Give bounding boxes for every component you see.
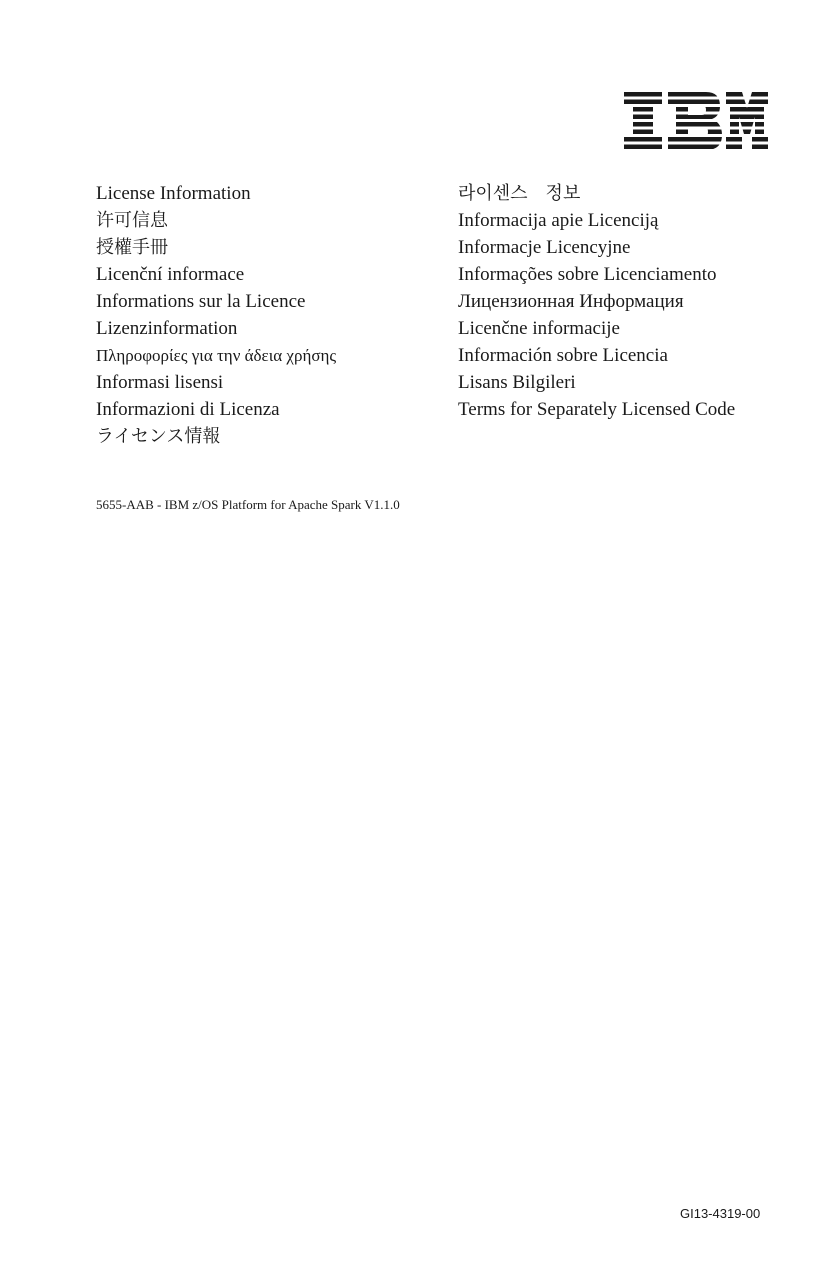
title-greek: Πληροφορίες για την άδεια χρήσης: [96, 346, 337, 365]
title-spanish: Información sobre Licencia: [458, 345, 668, 366]
title-polish: Informacje Licencyjne: [458, 237, 631, 258]
title-separately-licensed-code: Terms for Separately Licensed Code: [458, 399, 736, 420]
title-slovenian: Licenčne informacije: [458, 318, 620, 339]
title-english: License Information: [96, 183, 251, 204]
title-portuguese: Informações sobre Licenciamento: [458, 264, 717, 285]
title-czech: Licenční informace: [96, 264, 245, 285]
ibm-logo: [624, 92, 768, 150]
title-chinese-simplified: 许可信息: [96, 210, 168, 231]
title-german: Lizenzinformation: [96, 318, 238, 339]
title-japanese: ライセンス情報: [96, 426, 221, 447]
title-lithuanian: Informacija apie Licenciją: [458, 210, 659, 231]
title-french: Informations sur la Licence: [96, 291, 306, 312]
title-russian: Лицензионная Информация: [458, 291, 684, 312]
title-chinese-traditional: 授權手冊: [96, 237, 168, 258]
product-identifier: 5655-AAB - IBM z/OS Platform for Apache Spark V1.1.0: [96, 497, 400, 512]
title-italian: Informazioni di Licenza: [96, 399, 280, 420]
license-titles-left: [96, 180, 436, 450]
form-number: GI13-4319-00: [680, 1206, 761, 1221]
title-turkish: Lisans Bilgileri: [458, 372, 576, 393]
title-indonesian: Informasi lisensi: [96, 372, 224, 393]
title-korean: 라이센스 정보: [458, 183, 581, 204]
license-titles-right: [458, 180, 798, 423]
